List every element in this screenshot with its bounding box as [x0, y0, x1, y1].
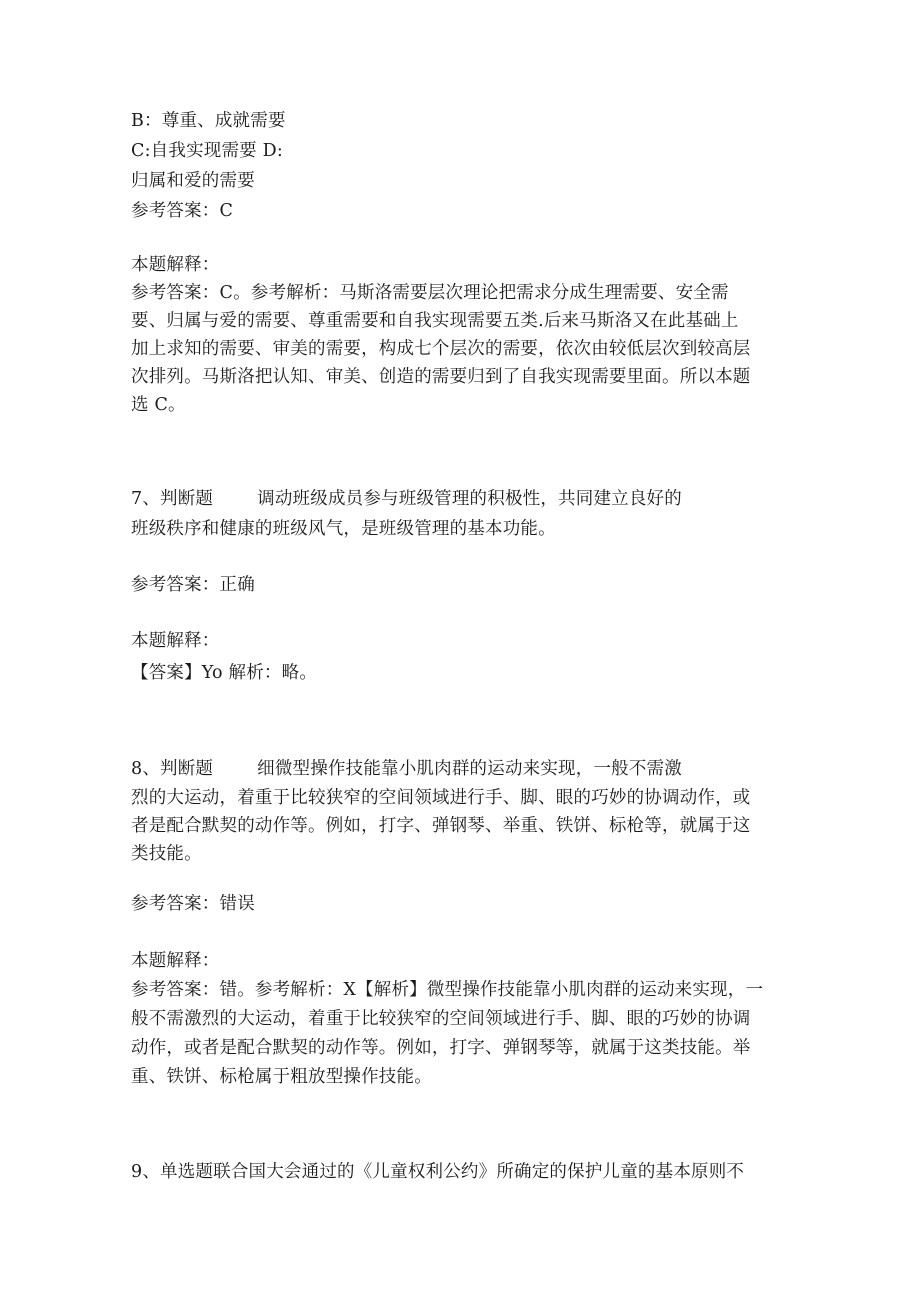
q7-stem-first-line	[131, 484, 682, 514]
q8-number-type: 8、判断题	[131, 759, 214, 779]
q8-stem-line: 者是配合默契的动作等。例如，打字、弹钢琴、举重、铁饼、标枪等，就属于这	[131, 816, 751, 836]
q9-stem: 9、单选题联合国大会通过的《儿童权利公约》所确定的保护儿童的基本原则不	[131, 1162, 745, 1182]
q7-explain-label: 本题解释：	[131, 631, 220, 651]
q6-option-c-d: C:自我实现需要 D:	[131, 141, 283, 161]
q8-explain-line: 动作，或者是配合默契的动作等。例如，打字、弹钢琴等，就属于这类技能。举	[131, 1038, 751, 1058]
q6-explain-line: 参考答案：C。参考解析：马斯洛需要层次理论把需求分成生理需要、安全需	[131, 283, 729, 303]
q6-option-b: B：尊重、成就需要	[131, 111, 286, 131]
q8-stem-line: 类技能。	[131, 844, 202, 864]
q8-answer: 参考答案：错误	[131, 894, 255, 914]
q6-explain-line: 次排列。马斯洛把认知、审美、创造的需要归到了自我实现需要里面。所以本题	[131, 367, 751, 387]
q7-stem: 调动班级成员参与班级管理的积极性，共同建立良好的	[257, 489, 682, 509]
q8-stem: 细微型操作技能靠小肌肉群的运动来实现，一般不需激	[257, 759, 682, 779]
q6-option-d-cont: 归属和爱的需要	[131, 171, 255, 191]
q8-stem-line: 烈的大运动，着重于比较狭窄的空间领域进行手、脚、眼的巧妙的协调动作，或	[131, 788, 751, 808]
q8-stem-first-line	[131, 754, 682, 784]
q8-explain-label: 本题解释：	[131, 951, 220, 971]
q7-answer: 参考答案：正确	[131, 575, 255, 595]
q6-explain-line: 要、归属与爱的需要、尊重需要和自我实现需要五类.后来马斯洛又在此基础上	[131, 311, 739, 331]
q6-explain-label: 本题解释：	[131, 255, 220, 275]
q6-answer: 参考答案：C	[131, 201, 234, 221]
q6-explain-line: 加上求知的需要、审美的需要，构成七个层次的需要，依次由较低层次到较高层	[131, 339, 751, 359]
q6-explain-line: 选 C。	[131, 395, 186, 415]
q8-explain-line: 重、铁饼、标枪属于粗放型操作技能。	[131, 1067, 432, 1087]
q8-explain-line: 般不需激烈的大运动，着重于比较狭窄的空间领域进行手、脚、眼的巧妙的协调	[131, 1009, 751, 1029]
q8-explain-line: 参考答案：错。参考解析：X【解析】微型操作技能靠小肌肉群的运动来实现，一	[131, 980, 764, 1000]
q7-explain: 【答案】Yo 解析：略。	[131, 663, 318, 683]
q7-number-type: 7、判断题	[131, 489, 214, 509]
q7-stem-line: 班级秩序和健康的班级风气，是班级管理的基本功能。	[131, 519, 556, 539]
